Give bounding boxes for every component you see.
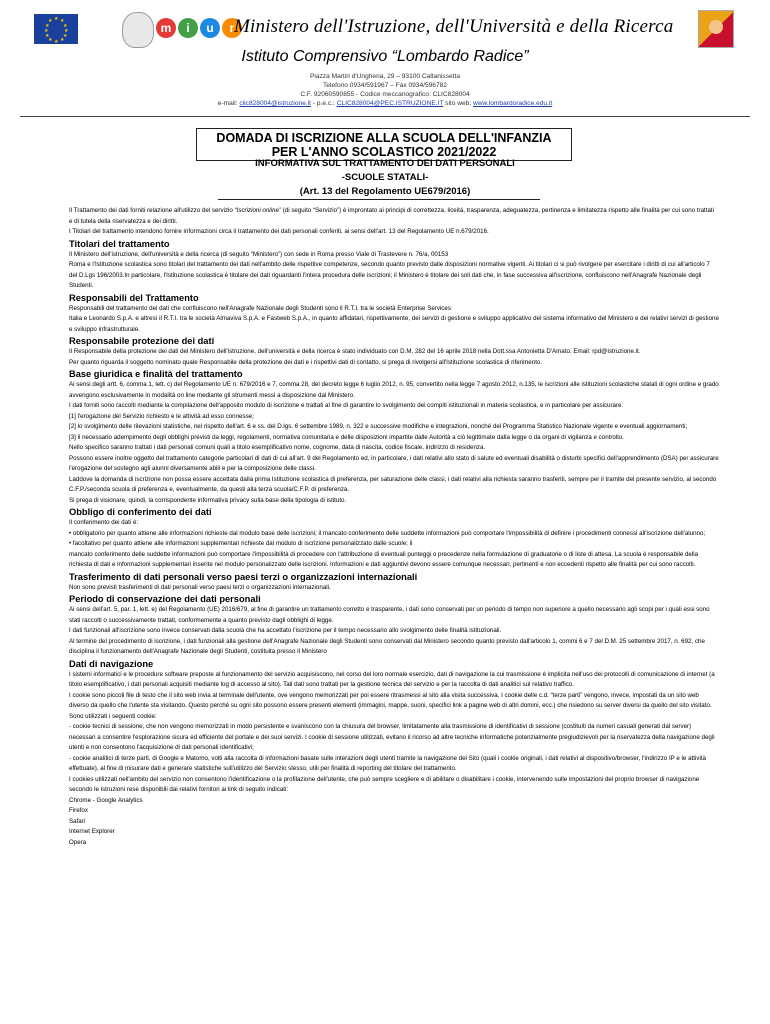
intro-paragraph: Il Trattamento dei dati forniti relazione all'utilizzo del servizio “Iscrizioni online” (di seguito “Servizio”) è improntato ai principi di correttezza, liceità, trasparenza, adeguatezza, pertinenza e limitatezza rispetto alle finalità per cui sono trattati e di tutela della riservatezza e dei diritti. [69, 207, 714, 225]
miur-logo [156, 18, 242, 42]
browser-item: Chrome - Google Analytics [69, 796, 143, 804]
list-item: - cookie tecnici di sessione, che non vengono memorizzati in modo persistente e svaniscono con la chiusura del browser, limitatamente alla trasmissione di identificativi di sessione (costituiti da numeri casuali generati dal server) necessari a consentire l'esplorazione sicura ed efficiente del portale e dei suoi servizi. I cookie di sessione utilizzati, evitano il ricorso ad altre tecniche informatiche potenzialmente pregiudizievoli per la riservatezza della navigazione degli utenti e non consentono l'acquisizione di dati personali identificativi; [69, 723, 715, 751]
paragraph: Si prega di visionare, quindi, la corrispondente informativa privacy sulla base della tipologia di istituto. [69, 496, 347, 504]
paragraph: I cookie sono piccoli file di testo che il sito web invia al terminale dell'utente, ove vengono memorizzati per poi essere ritrasmessi al sito alla visita successiva. I cookie delle c.d. “terze parti” vengono, invece, impostati da un sito web diverso da quello che l'utente sta visitando. Questo perché su ogni sito possono essere presenti elementi (immagini, mappe, suoni, specifici link a pagine web di altri domini, ecc.) che risiedono su server diversi da quello del sito visitato. [69, 691, 712, 709]
address-line: Piazza Martiri d'Ungheria, 29 – 93100 Caltanissetta [309, 73, 461, 80]
italian-republic-emblem-icon [122, 12, 154, 48]
pec-label: - p.e.c.: [312, 100, 335, 107]
contacts-line [0, 100, 770, 107]
browser-item: Internet Explorer [69, 828, 115, 835]
list-item: • facoltativo per quanto attiene alle informazioni supplementari richieste dal modulo di iscrizione personalizzato dalle scuole; il [69, 540, 413, 547]
browser-item: Safari [69, 817, 86, 825]
browser-item: Opera [69, 838, 87, 846]
eu-flag-icon: ★ ★ ★ ★ ★ ★ ★ ★ ★ ★ ★ ★ [34, 14, 78, 44]
site-link[interactable]: www.lombardoradice.edu.it [473, 100, 553, 107]
paragraph: Il conferimento dei dati è: [69, 519, 139, 526]
miur-letter: u [200, 18, 220, 38]
list-item: [3] il necessario adempimento degli obblighi previsti da leggi, regolamenti, normativa comunitaria e delle disposizioni impartite dalle Autorità a ciò legittimate dalla legge o da organi di vigilanza e controllo. [69, 433, 624, 441]
paragraph: I cookies utilizzati nell'ambito del servizio non consentono l'identificazione o la profilazione dell'utente, che può sempre scegliere e di abilitare o disabilitare i cookie, intervenendo sulle impostazioni del proprio browser di navigazione secondo le istruzioni rese disponibili dai relativi fornitori ai link di seguito indicati: [69, 775, 700, 793]
title-line-1: DOMADA DI ISCRIZIONE ALLA SCUOLA DELL'INFANZIA [216, 131, 552, 145]
school-name: Istituto Comprensivo “Lombardo Radice” [241, 48, 529, 65]
header-divider [20, 116, 750, 117]
paragraph: Responsabili del trattamento dei dati che confluiscono nell'Anagrafe Nazionale degli Studenti sono il R.T.I. tra le società Enterprise Services [69, 304, 451, 312]
header-logos [34, 10, 734, 50]
section-heading: Titolari del trattamento [69, 238, 170, 249]
sicily-region-emblem-icon [698, 10, 734, 48]
document-body [69, 206, 719, 848]
list-item: • obbligatorio per quanto attiene alle informazioni richieste dal modulo base delle iscrizioni; il mancato conferimento delle suddette informazioni può comportare l'impossibilità di definire i procedimenti connessi all'iscrizione dell'alunno; [69, 529, 706, 537]
list-item: [2] lo svolgimento delle rilevazioni statistiche, nel rispetto dell'art. 6 e ss. del D.lgs. 6 settembre 1989, n. 322 e successive modifiche e integrazioni, nonché del Programma Statistico Nazionale vigente e eventuali aggiornamenti; [69, 423, 688, 430]
paragraph: Ai sensi dell'art. 5, par. 1, lett. e) del Regolamento (UE) 2016/679, al fine di garantire un trattamento corretto e trasparente, i dati sono conservati per un periodo di tempo non superiore a quello necessario agli scopi per i quali essi sono stati raccolti o successivamente trattati, conformemente a quanto previsto dagli obblighi di legge. [69, 606, 710, 624]
paragraph: Non sono previsti trasferimenti di dati personali verso paesi terzi o organizzazioni internazionali. [69, 583, 331, 591]
paragraph: Roma e l'Istituzione scolastica sono titolari del trattamento dei dati nell'ambito delle rispettive competenze, secondo quanto previsto dalle disposizioni normative vigenti. Ai titolari ci si può rivolgere per esercitare i diritti di cui all'articolo 7 del D.Lgs 196/2003.In particolare, l'Istituzione scolastica è titolare dei dati riguardanti l'intera procedura delle iscrizioni; il Ministero è titolare dei soli dati che, in fase successiva all'iscrizione, confluiscono nell'Anagrafe Nazionale degli Studenti. [69, 261, 710, 289]
paragraph: Laddove la domanda di iscrizione non possa essere accettata dalla prima Istituzione scolastica di preferenza, per saturazione delle classi, i dati relativi alla richiesta saranno trasferiti, sempre per il tramite del presente servizio, al secondo C.F.P./seconda scuola di preferenza e, eventualmente, da questi alla terza scuola/C.F.P. di preferenza. [69, 475, 717, 493]
phone-line: Telefono 0934/591967 – Fax 0934/596782 [323, 82, 447, 89]
paragraph: Sono utilizzati i seguenti cookie: [69, 712, 157, 720]
browser-item: Firefox [69, 807, 88, 814]
paragraph: Al termine del procedimento di iscrizione, i dati funzionali alla gestione dell'Anagrafe Nazionale degli Studenti sono conservati dal Ministero secondo quanto previsto dall'articolo 1, commi 6 e 7 del D.M. 25 settembre 2017, n. 692, che disciplina il funzionamento dell'Anagrafe Nazionale degli Studenti, costituita presso il Ministero [69, 637, 705, 655]
paragraph: I dati funzionali all'iscrizione sono invece conservati dalla scuola che ha accettato l'iscrizione per il tempo necessario allo svolgimento delle finalità istituzionali. [69, 627, 502, 634]
codes-line: C.F. 92060590855 - Codice meccanografico: CLIC828004 [300, 91, 470, 98]
paragraph: Il Ministero dell'istruzione, dell'università e della ricerca (di seguito “Ministero”) con sede in Roma presso Viale di Trastevere n. 76/a, 00153 [69, 250, 449, 258]
paragraph: Possono essere inoltre oggetto del trattamento categorie particolari di dati di cui all'art. 9 del Regolamento ed, in particolare, i dati relativi allo stato di salute ed eventuali disabilità o disturbi specifici dell'apprendimento (DSA) per assicurare l'erogazione del sostegno agli alunni diversamente abili e per la composizione delle classi. [69, 454, 719, 472]
info-underline [218, 199, 540, 200]
email-link[interactable]: clic828004@istruzione.it [239, 100, 311, 107]
title-line-2: PER L'ANNO SCOLASTICO 2021/2022 [271, 145, 497, 159]
paragraph: Il Responsabile della protezione dei dati del Ministero dell'istruzione, dell'università e della ricerca è stato individuato con D.M. 282 del 16 aprile 2018 nella Dott.ssa Antonietta D'Amato. Email: rpd@istruzione.it. [69, 348, 641, 355]
section-heading: Obbligo di conferimento dei dati [69, 507, 212, 517]
pec-link[interactable]: CLIC828004@PEC.ISTRUZIONE.IT [336, 100, 444, 107]
miur-letter: i [178, 18, 198, 38]
paragraph: mancato conferimento delle suddette informazioni può comportare l'impossibilità di procedere con l'attribuzione di eventuali punteggi o precedenze nella formulazione di graduatorie o di liste di attesa. La scuola è responsabile della richiesta di dati e informazioni supplementari inserite nel modulo personalizzato delle iscrizioni. Informazioni e dati aggiuntivi devono essere comunque necessari, pertinenti e non eccedenti rispetto alle finalità per cui sono raccolti. [69, 550, 699, 568]
email-label: e-mail: [217, 100, 238, 107]
document-title-box [196, 128, 572, 161]
info-heading: INFORMATIVA SUL TRATTAMENTO DEI DATI PERSONALI [255, 158, 515, 169]
list-item: - cookie analitici di terze parti, di Google e Matomo, volti alla raccolta di informazioni basate sulle interazioni degli utenti tramite la navigazione del Sito (quali i cookie originali, i dati relativi al dispositivo/browser, l'indirizzo IP e le attività effettuate), al fine di misurare dati e generare statistiche sull'utilizzo del Servizio stesso, utili per finalità di reporting del titolare del trattamento. [69, 754, 706, 772]
section-heading: Base giuridica e finalità del trattamento [69, 369, 243, 379]
section-heading: Dati di navigazione [69, 658, 154, 669]
paragraph: Italia e Leonardo S.p.A. e altresì il R.T.I. tra le società Almaviva S.p.A. e Fastweb S.p.A., in quanto affidatari, rispettivamente, dei servizi di gestione e sviluppo applicativo del sistema informativo del Ministero e dei relativi servizi di gestione e sviluppo infrastrutturale. [69, 315, 719, 333]
paragraph: Ai sensi degli artt. 6, comma 1, lett. c) del Regolamento UE n. 679/2016 e 7, comma 28, del decreto legge 6 luglio 2012, n. 95, convertito nella legge 7 agosto 2012, n.135, le iscrizioni alle istituzioni scolastiche statali di ogni ordine e grado avvengono esclusivamente in modalità on line mediante gli strumenti messi a disposizione dal Ministero. [69, 381, 719, 399]
paragraph: I dati forniti sono raccolti mediante la compilazione dell'apposito modulo di iscrizione e trattati al fine di garantire lo svolgimento dei compiti istituzionali in materia scolastica, e in particolare per assicurare: [69, 402, 624, 409]
site-label: sito web: [445, 100, 472, 107]
paragraph: Per quanto riguarda il soggetto nominato quale Responsabile della protezione dei dati e i rispettivi dati di contatto, si prega di rivolgersi all'Istituzione scolastica di riferimento. [69, 358, 543, 366]
info-subheading: -SCUOLE STATALI- [341, 172, 429, 183]
section-heading: Trasferimento di dati personali verso paesi terzi o organizzazioni internazionali [69, 571, 418, 582]
paragraph: Nello specifico saranno trattati i dati personali comuni quali a titolo esemplificativo nome, cognome, data di nascita, codice fiscale, indirizzo di residenza. [69, 444, 486, 451]
miur-letter: r [222, 18, 242, 38]
section-heading: Responsabili del Trattamento [69, 292, 199, 303]
paragraph: I sistemi informatici e le procedure software preposte al funzionamento del servizio acquisiscono, nel corso del loro normale esercizio, dati di navigazione la cui trasmissione è implicita nell'uso dei protocolli di comunicazione di internet (a titolo esemplificativo, i dati personali acquisiti mediante log di accesso al sito). Tali dati sono trattati per la gestione tecnica del servizio e per la raccolta di dati analitici sul relativo traffico. [69, 670, 715, 688]
ministry-title: Ministero dell'Istruzione, dell'Università e della Ricerca [234, 16, 674, 37]
info-regulation: (Art. 13 del Regolamento UE679/2016) [299, 186, 471, 197]
list-item: [1] l'erogazione del Servizio richiesto e le attività ad esso connesse; [69, 412, 254, 420]
intro-paragraph: I Titolari del trattamento intendono fornire informazioni circa il trattamento dei dati personali conferiti, ai sensi dell'art. 13 del Regolamento UE n.679/2016. [69, 228, 489, 235]
section-heading: Responsabile protezione dei dati [69, 336, 215, 346]
miur-letter: m [156, 18, 176, 38]
section-heading: Periodo di conservazione dei dati personali [69, 594, 261, 604]
